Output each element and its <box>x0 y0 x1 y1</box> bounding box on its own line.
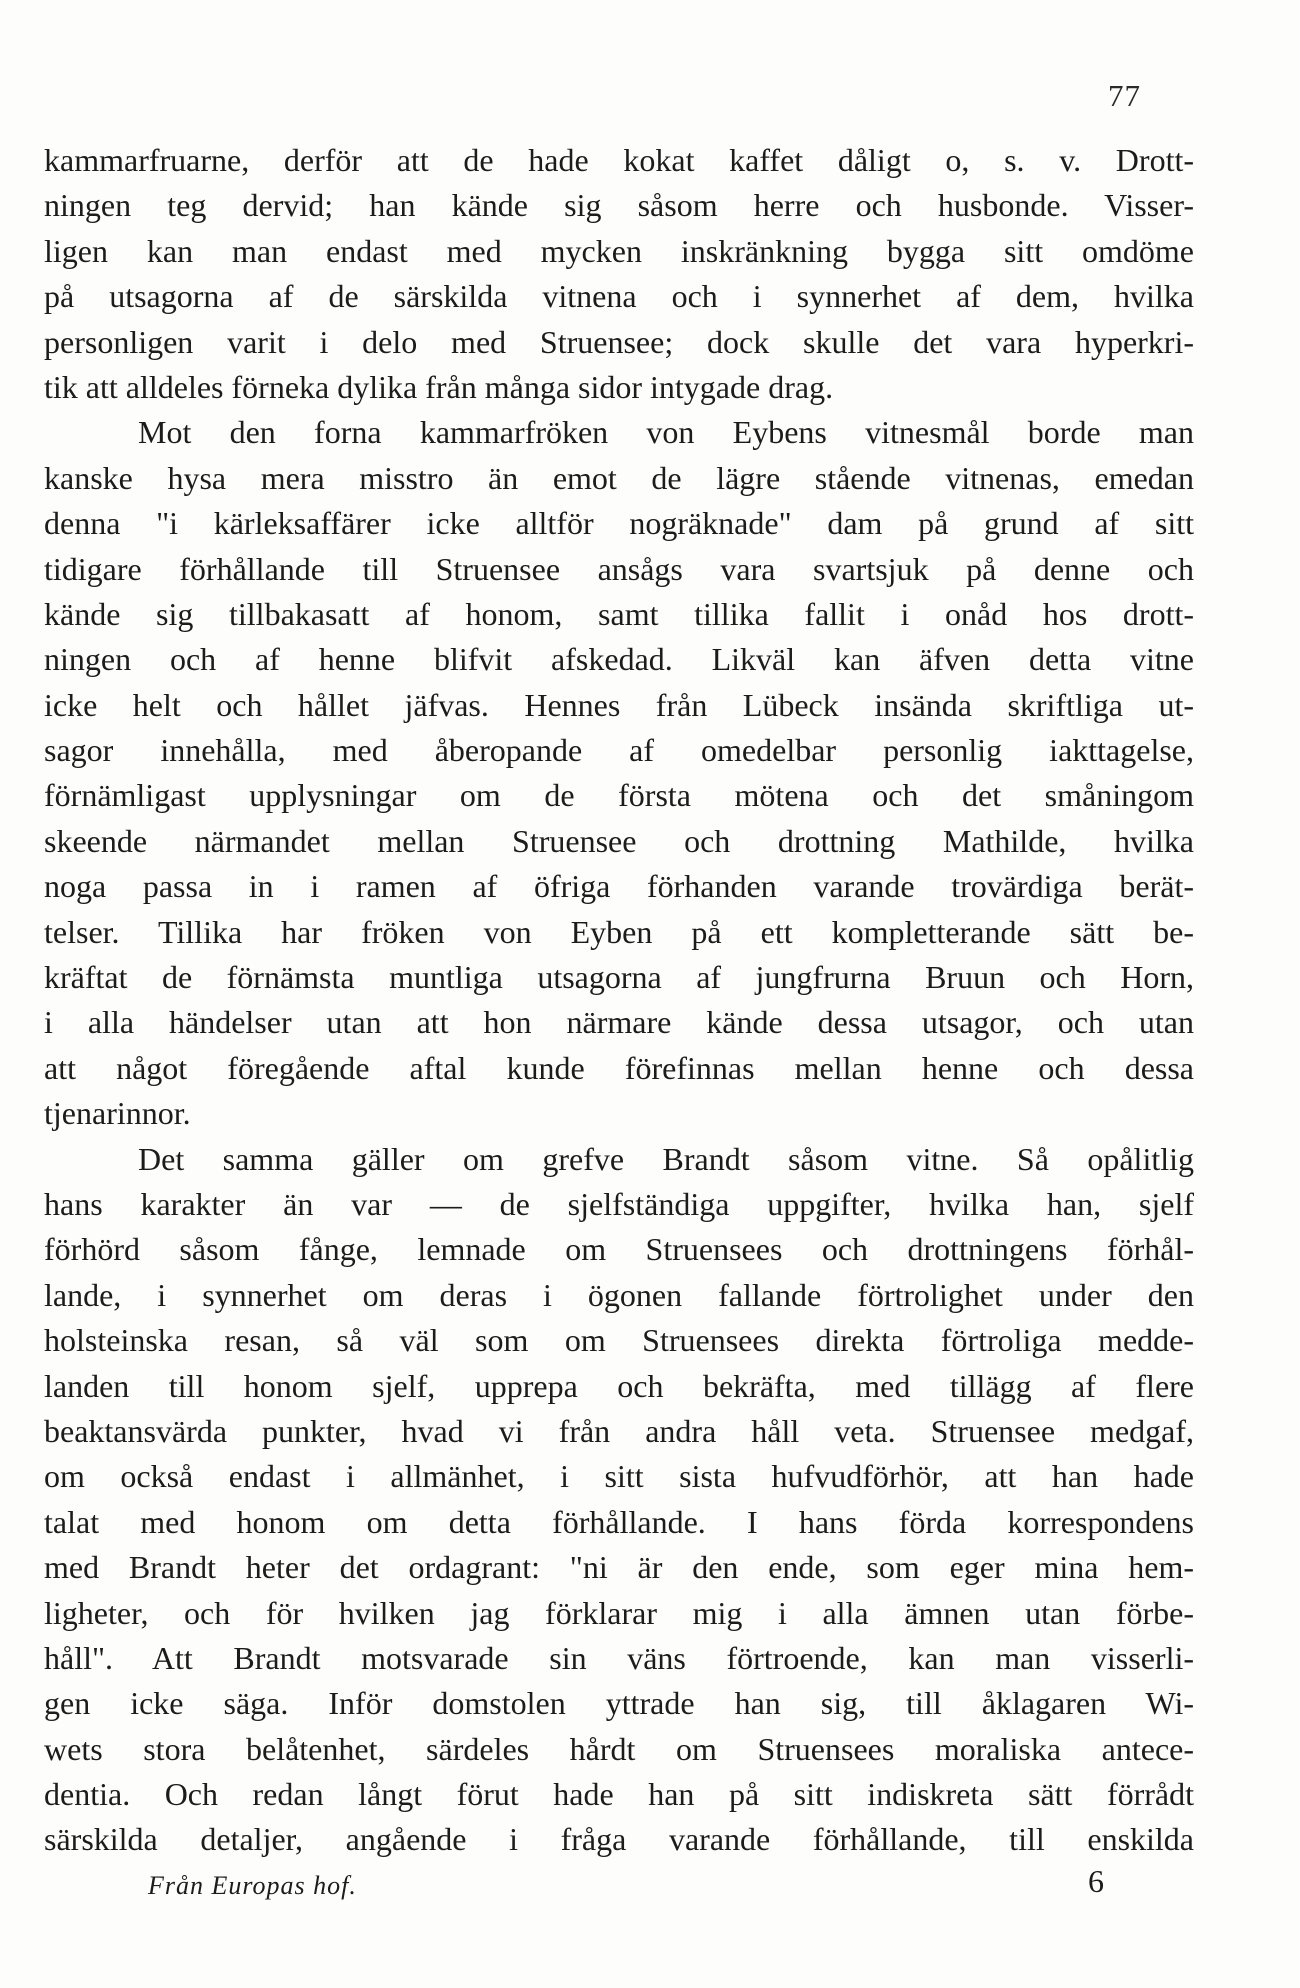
text-line: tjenarinnor. <box>44 1095 191 1132</box>
text-line: i alla händelser utan att hon närmare kände dessa utsagor, och utan <box>44 1004 1194 1041</box>
text-line: tik att alldeles förneka dylika från många sidor intygade drag. <box>44 368 834 405</box>
text-line: ligen kan man endast med mycken inskränkning bygga sitt omdöme <box>44 232 1194 269</box>
text-line: tidigare förhållande till Struensee ansågs vara svartsjuk på denne och <box>44 550 1194 587</box>
text-line: förnämligast upplysningar om de första mötena och det småningom <box>44 777 1194 814</box>
text-line: lande, i synnerhet om deras i ögonen fallande förtrolighet under den <box>44 1276 1194 1313</box>
text-line: Det samma gäller om grefve Brandt såsom vitne. Så opålitlig <box>138 1140 1194 1177</box>
text-line: gen icke säga. Inför domstolen yttrade han sig, till åklagaren Wi- <box>44 1685 1194 1722</box>
text-line: förhörd såsom fånge, lemnade om Struensees och drottningens förhål- <box>44 1231 1194 1268</box>
text-line: hans karakter än var — de sjelfständiga uppgifter, hvilka han, sjelf <box>44 1185 1194 1222</box>
signature-mark: 6 <box>1088 1863 1104 1899</box>
text-line: landen till honom sjelf, upprepa och bekräfta, med tillägg af flere <box>44 1367 1194 1404</box>
running-title: Från Europas hof. <box>148 1871 357 1900</box>
text-line: Mot den forna kammarfröken von Eybens vitnesmål borde man <box>138 414 1194 451</box>
text-line: wets stora belåtenhet, särdeles hårdt om Struensees moraliska antece- <box>44 1730 1194 1767</box>
text-line: noga passa in i ramen af öfriga förhanden varande trovärdiga berät- <box>44 868 1194 905</box>
page-number: 77 <box>1108 78 1141 113</box>
text-line: ningen och af henne blifvit afskedad. Likväl kan äfven detta vitne <box>44 641 1194 678</box>
text-line: på utsagorna af de särskilda vitnena och i synnerhet af dem, hvilka <box>44 278 1194 315</box>
text-line: beaktansvärda punkter, hvad vi från andra håll veta. Struensee medgaf, <box>44 1412 1194 1449</box>
text-line: denna "i kärleksaffärer icke alltför nogräknade" dam på grund af sitt <box>44 505 1194 542</box>
body-text <box>44 138 1194 1863</box>
text-line: talat med honom om detta förhållande. I hans förda korrespondens <box>44 1503 1194 1540</box>
text-line: med Brandt heter det ordagrant: "ni är den ende, som eger mina hem- <box>44 1549 1194 1586</box>
text-line: kräftat de förnämsta muntliga utsagorna af jungfrurna Bruun och Horn, <box>44 959 1194 996</box>
text-line: personligen varit i delo med Struensee; dock skulle det vara hyperkri- <box>44 323 1194 360</box>
text-line: särskilda detaljer, angående i fråga varande förhållande, till enskilda <box>44 1821 1194 1858</box>
text-line: om också endast i allmänhet, i sitt sista hufvudförhör, att han hade <box>44 1458 1194 1495</box>
text-line: ningen teg dervid; han kände sig såsom herre och husbonde. Visser- <box>44 187 1194 224</box>
text-line: dentia. Och redan långt förut hade han på sitt indiskreta sätt förrådt <box>44 1776 1194 1813</box>
text-line: sagor innehålla, med åberopande af omedelbar personlig iakttagelse, <box>44 732 1194 769</box>
text-line: skeende närmandet mellan Struensee och drottning Mathilde, hvilka <box>44 822 1194 859</box>
text-line: kammarfruarne, derför att de hade kokat kaffet dåligt o, s. v. Drott- <box>44 142 1194 178</box>
text-line: att något föregående aftal kunde förefinnas mellan henne och dessa <box>44 1049 1194 1086</box>
text-line: holsteinska resan, så väl som om Struensees direkta förtroliga medde- <box>44 1322 1194 1359</box>
page-footer <box>140 1863 1120 1909</box>
text-line: ligheter, och för hvilken jag förklarar mig i alla ämnen utan förbe- <box>44 1594 1194 1631</box>
text-line: kände sig tillbakasatt af honom, samt tillika fallit i onåd hos drott- <box>44 595 1194 632</box>
text-line: icke helt och hållet jäfvas. Hennes från Lübeck insända skriftliga ut- <box>44 686 1194 723</box>
text-line: kanske hysa mera misstro än emot de lägre stående vitnenas, emedan <box>44 459 1194 496</box>
text-line: telser. Tillika har fröken von Eyben på ett kompletterande sätt be- <box>44 913 1194 950</box>
text-line: håll". Att Brandt motsvarade sin väns förtroende, kan man visserli- <box>44 1639 1194 1676</box>
